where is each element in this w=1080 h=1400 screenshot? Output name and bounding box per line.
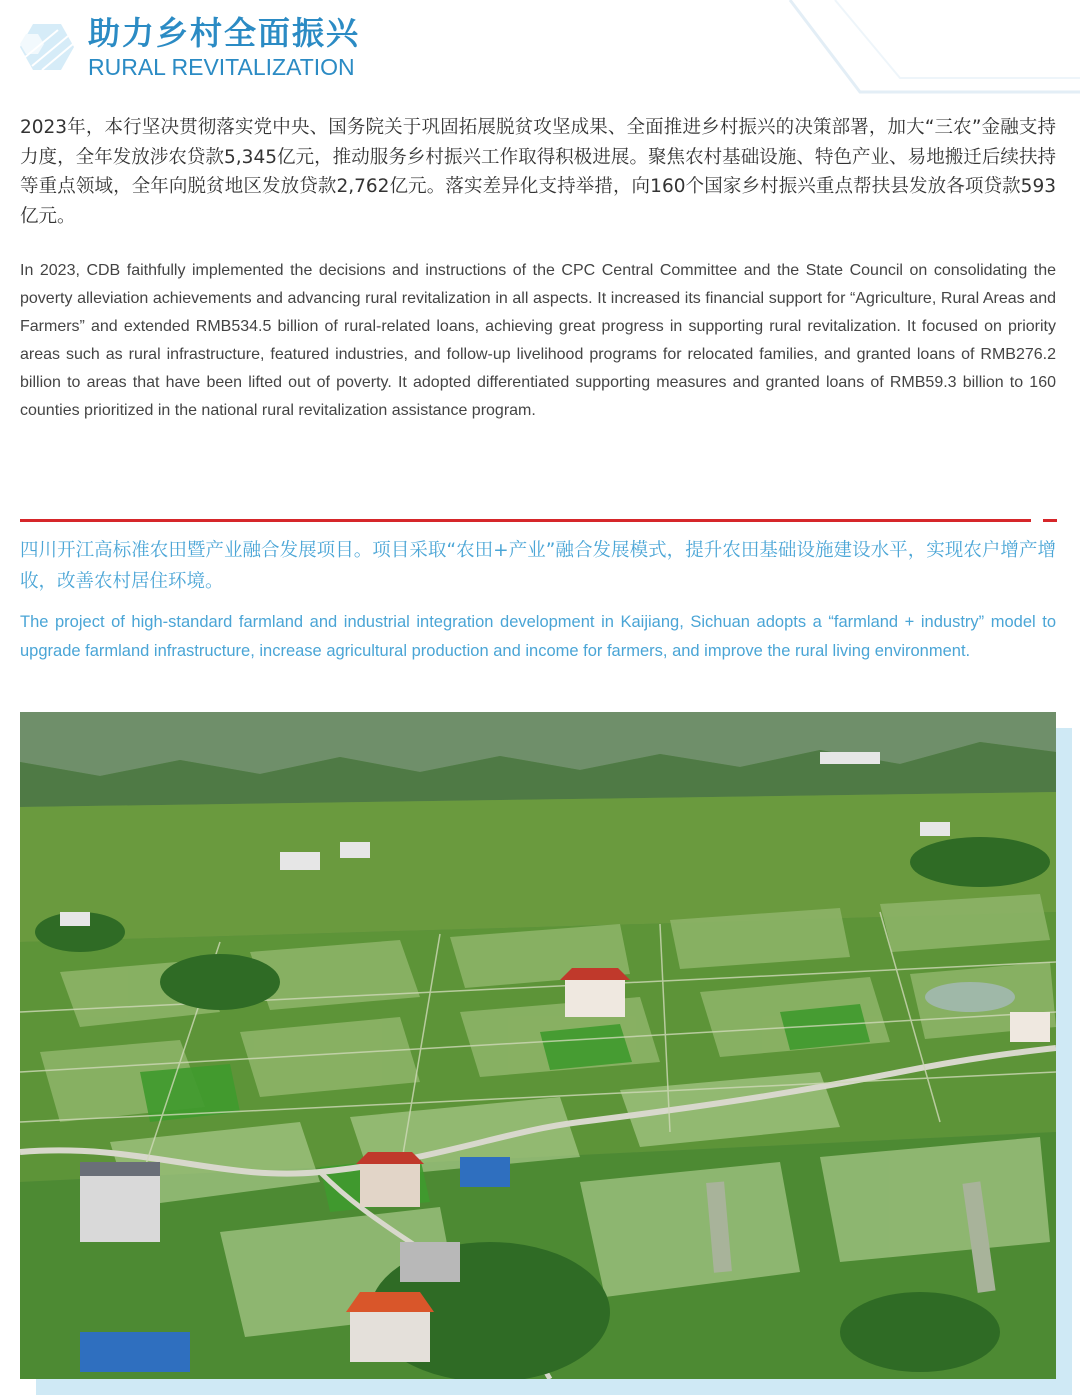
caption-divider-accent xyxy=(1043,519,1057,522)
caption-divider xyxy=(20,519,1031,522)
body-paragraph-en: In 2023, CDB faithfully implemented the decisions and instructions of the CPC Central Committee and the State Council on consolidating the poverty alleviation achievements and advancing rural revitalization in all aspects. It increased its financial support for “Agriculture, Rural Areas and Farmers” and extended RMB534.5 billion of rural-related loans, achieving great progress in supporting rural revitalization. It focused on priority areas such as rural infrastructure, featured industries, and follow-up livelihood programs for relocated families, and granted loans of RMB276.2 billion to areas that have been lifted out of poverty. It adopted differentiated supporting measures and granted loans of RMB59.3 billion to 160 counties prioritized in the national rural revitalization assistance program. xyxy=(20,262,1056,419)
photo-caption-cn: 四川开江高标准农田暨产业融合发展项目。项目采取“农田+产业”融合发展模式，提升农田基础设施建设水平，实现农户增产增收，改善农村居住环境。 xyxy=(20,540,1056,592)
photo-caption-en: The project of high-standard farmland and industrial integration development in Kaijiang, Sichuan adopts a “farmland + industry” model to upgrade farmland infrastructure, increase agricultural production and income for farmers, and improve the rural living environment. xyxy=(20,613,1056,660)
page-title-cn: 助力乡村全面振兴 xyxy=(88,14,361,52)
page-title-en: RURAL REVITALIZATION xyxy=(88,54,355,80)
hexagon-icon xyxy=(18,22,76,72)
aerial-farmland-photo xyxy=(20,712,1056,1379)
body-paragraph-cn: 2023年，本行坚决贯彻落实党中央、国务院关于巩固拓展脱贫攻坚成果、全面推进乡村振兴的决策部署，加大“三农”金融支持力度，全年发放涉农贷款5,345亿元，推动服务乡村振兴工作取得积极进展。聚焦农村基础设施、特色产业、易地搬迁后续扶持等重点领域，全年向脱贫地区发放贷款2,762亿元。落实差异化支持举措，向160个国家乡村振兴重点帮扶县发放各项贷款593亿元。 xyxy=(20,117,1056,227)
